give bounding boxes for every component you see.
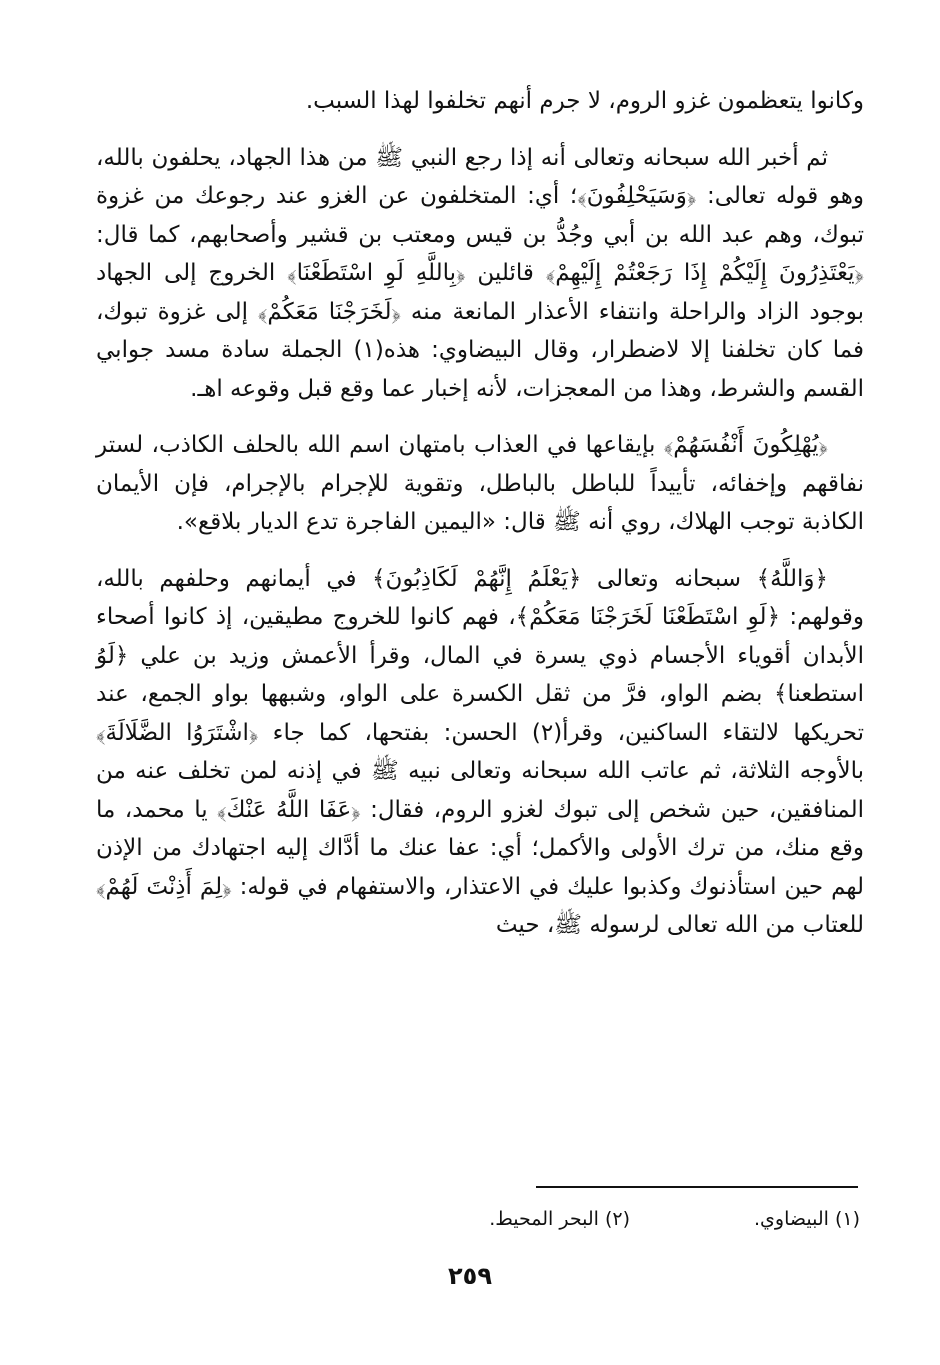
body-text bbox=[96, 82, 864, 963]
footnotes bbox=[220, 1208, 860, 1230]
footnote-divider bbox=[536, 1186, 858, 1188]
page-number: ٢٥٩ bbox=[448, 1262, 492, 1290]
paragraph-1: وكانوا يتعظمون غزو الروم، لا جرم أنهم تخلفوا لهذا السبب. bbox=[305, 88, 864, 114]
paragraph-3: ﴿يُهْلِكُونَ أَنْفُسَهُمْ﴾ بإيقاعها في العذاب بامتهان اسم الله بالحلف الكاذب، لستر نفاقهم وإخفائه، تأييداً للباطل بالباطل، وتقوية للإجرام بالإجرام، فإن الأيمان الكاذبة توجب الهلاك، روي أنه ﷺ قال: «اليمين الفاجرة تدع الديار بلاقع». bbox=[96, 432, 864, 535]
paragraph-2: ثم أخبر الله سبحانه وتعالى أنه إذا رجع النبي ﷺ من هذا الجهاد، يحلفون بالله، وهو قوله تعالى: ﴿وَسَيَحْلِفُونَ﴾؛ أي: المتخلفون عن الغزو عند رجوعك من غزوة تبوك، وهم عبد الله بن أبي وجُدُّ بن قيس ومعتب بن قشير وأصحابهم، كما قال: ﴿يَعْتَذِرُونَ إِلَيْكُمْ إِذَا رَجَعْتُمْ إِلَيْهِمْ﴾ قائلين ﴿بِاللَّهِ لَوِ اسْتَطَعْنَا﴾ الخروج إلى الجهاد بوجود الزاد والراحلة وانتفاء الأعذار المانعة منه ﴿لَخَرَجْنَا مَعَكُمْ﴾ إلى غزوة تبوك، فما كان تخلفنا إلا لاضطرار، وقال البيضاوي: هذه(١) الجملة سادة مسد جوابي القسم والشرط، وهذا من المعجزات، لأنه إخبار عما وقع قبل وقوعه اهـ. bbox=[96, 144, 864, 402]
footnote-2: (٢) البحر المحيط. bbox=[489, 1208, 630, 1230]
footnote-1: (١) البيضاوي. bbox=[754, 1208, 860, 1230]
paragraph-4: ﴿وَاللَّهُ﴾ سبحانه وتعالى ﴿يَعْلَمُ إِنَّهُمْ لَكَاذِبُونَ﴾ في أيمانهم وحلفهم بالله، وقولهم: ﴿لَوِ اسْتَطَعْنَا لَخَرَجْنَا مَعَكُمْ﴾، فهم كانوا للخروج مطيقين، إذ كانوا أصحاء الأبدان أقوياء الأجسام ذوي يسرة في المال، وقرأ الأعمش وزيد بن علي ﴿لَوُ استطعنا﴾ بضم الواو، فرَّ من ثقل الكسرة على الواو، وشبهها بواو الجمع، عند تحريكها لالتقاء الساكنين، وقرأ(٢) الحسن: بفتحها، كما جاء ﴿اشْتَرَوُا الضَّلَالَةَ﴾ بالأوجه الثلاثة، ثم عاتب الله سبحانه وتعالى نبيه ﷺ في إذنه لمن تخلف عنه من المنافقين، حين شخص إلى تبوك لغزو الروم، فقال: ﴿عَفَا اللَّهُ عَنْكَ﴾ يا محمد، ما وقع منك، من ترك الأولى والأكمل؛ أي: عفا عنك ما أدَّاك إليه اجتهادك من الإذن لهم حين استأذنوك وكذبوا عليك في الاعتذار، والاستفهام في قوله: ﴿لِمَ أَذِنْتَ لَهُمْ﴾ للعتاب من الله تعالى لرسوله ﷺ، حيث bbox=[96, 565, 864, 938]
